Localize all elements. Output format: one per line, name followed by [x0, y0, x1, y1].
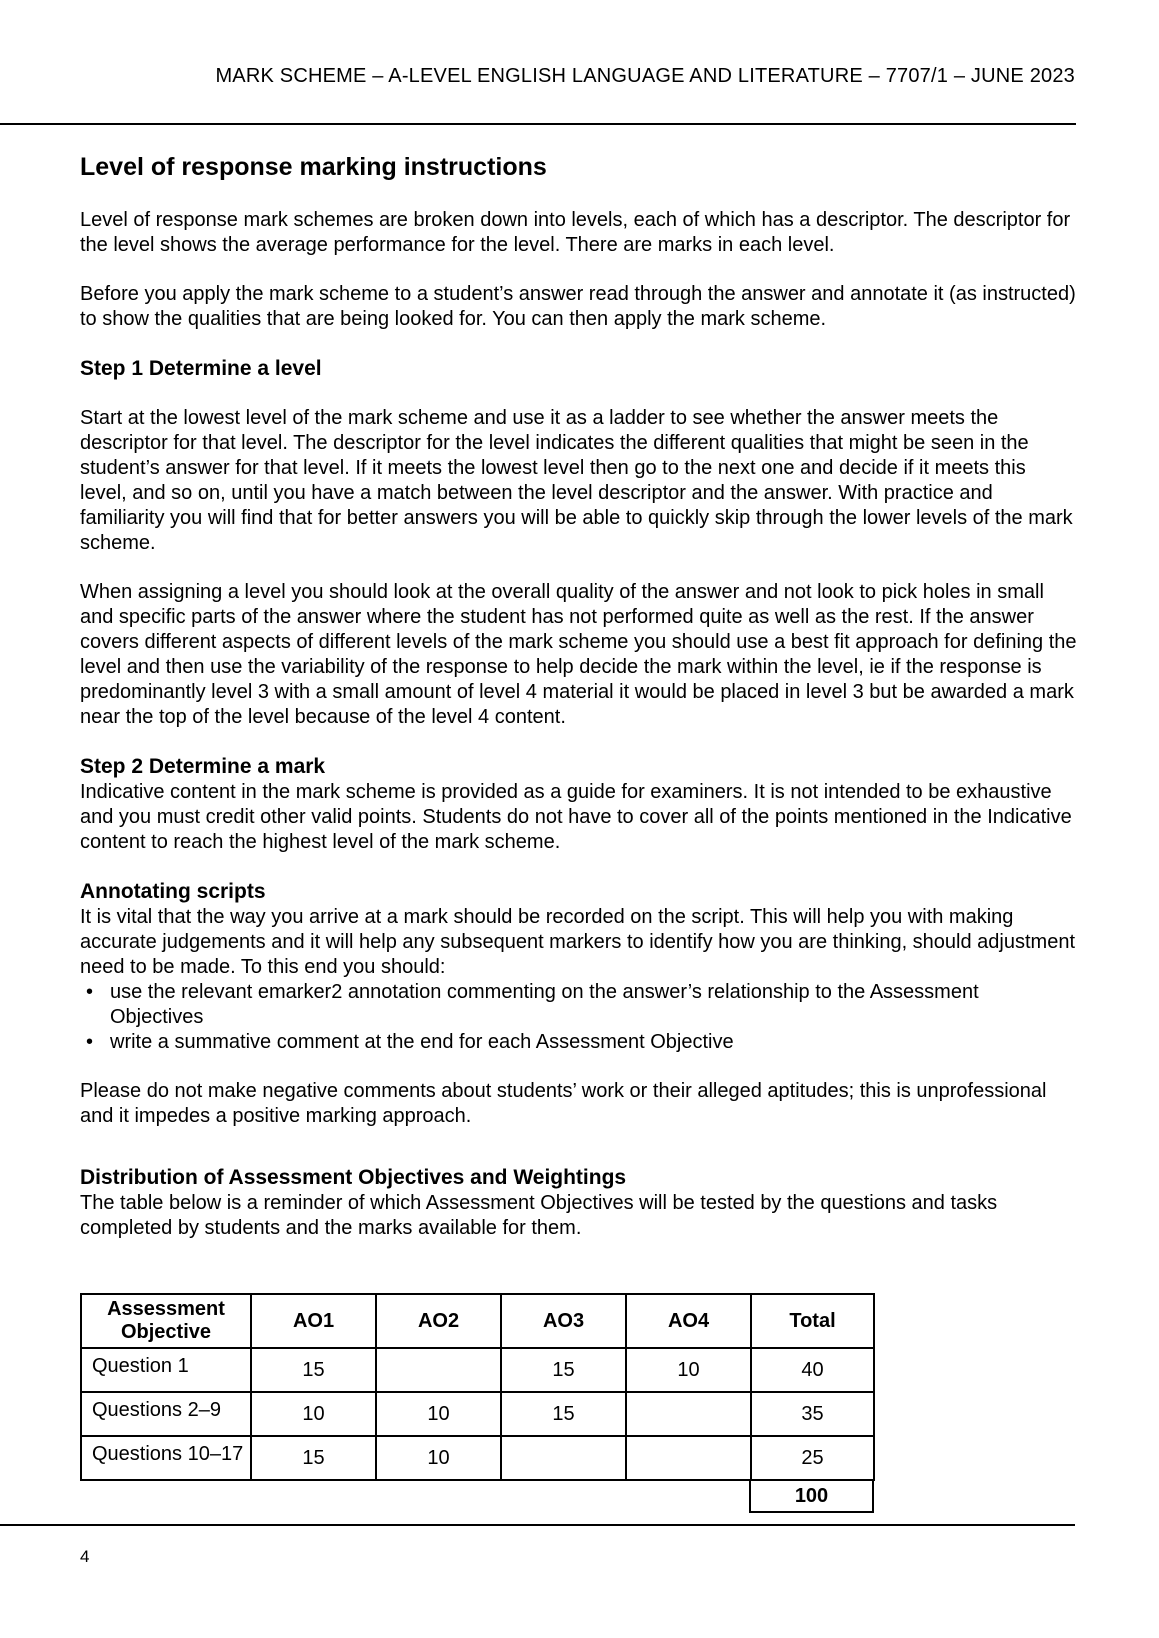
intro-paragraph-2: Before you apply the mark scheme to a student’s answer read through the answer and annotate it (as instructed) to show the qualities that are being looked for. You can then apply the mark scheme.	[80, 283, 1076, 330]
cell-total: 25	[751, 1436, 874, 1480]
cell-ao3	[501, 1436, 626, 1480]
table-row	[81, 1348, 874, 1392]
table-row	[81, 1392, 874, 1436]
row-label: Questions 10–17	[81, 1436, 251, 1480]
negative-comments-paragraph: Please do not make negative comments about students’ work or their alleged aptitudes; this is unprofessional and it impedes a positive marking approach.	[80, 1080, 1047, 1127]
cell-ao1: 15	[251, 1348, 376, 1392]
col-header-ao3: AO3	[501, 1294, 626, 1348]
cell-ao2: 10	[376, 1436, 501, 1480]
distribution-heading: Distribution of Assessment Objectives and Weightings	[80, 1166, 627, 1189]
step2-heading: Step 2 Determine a mark	[80, 755, 326, 778]
header-title: MARK SCHEME – A-LEVEL ENGLISH LANGUAGE AND LITERATURE – 7707/1 – JUNE 2023	[215, 65, 1075, 87]
step1-paragraph-2: When assigning a level you should look at the overall quality of the answer and not look to pick holes in small and specific parts of the answer where the student has not performed quite as well as the rest. If the answer covers different aspects of different levels of the mark scheme you should use a best fit approach for defining the level and then use the variability of the response to help decide the mark within the level, ie if the response is predominantly level 3 with a small amount of level 4 material it would be placed in level 3 but be awarded a mark near the top of the level because of the level 4 content.	[80, 581, 1077, 728]
cell-total: 40	[751, 1348, 874, 1392]
page-title: Level of response marking instructions	[80, 153, 547, 181]
grand-total-spacer	[80, 1481, 750, 1512]
page-number: 4	[80, 1547, 90, 1566]
ao-weightings-table	[80, 1293, 875, 1481]
cell-ao4	[626, 1392, 751, 1436]
grand-total-row	[80, 1481, 874, 1513]
row-label: Question 1	[81, 1348, 251, 1392]
page-content	[0, 153, 1159, 1513]
cell-ao1: 10	[251, 1392, 376, 1436]
step1-paragraph-1: Start at the lowest level of the mark scheme and use it as a ladder to see whether the answer meets the descriptor for that level. The descriptor for the level indicates the different qualities that might be seen in the student’s answer for that level. If it meets the lowest level then go to the next one and decide if it meets this level, and so on, until you have a match between the level descriptor and the answer. With practice and familiarity you will find that for better answers you will be able to quickly skip through the lower levels of the mark scheme.	[80, 407, 1073, 554]
cell-ao2: 10	[376, 1392, 501, 1436]
cell-ao4	[626, 1436, 751, 1480]
col-header-ao2: AO2	[376, 1294, 501, 1348]
cell-ao3: 15	[501, 1392, 626, 1436]
table-row	[81, 1436, 874, 1480]
col-header-total: Total	[751, 1294, 874, 1348]
col-header-assessment-objective: Assessment Objective	[81, 1294, 251, 1348]
col-header-ao1: AO1	[251, 1294, 376, 1348]
cell-ao4: 10	[626, 1348, 751, 1392]
row-label: Questions 2–9	[81, 1392, 251, 1436]
step1-heading: Step 1 Determine a level	[80, 357, 322, 380]
footer-rule	[0, 1524, 1075, 1526]
intro-paragraph-1: Level of response mark schemes are broken down into levels, each of which has a descriptor. The descriptor for the level shows the average performance for the level. There are marks in each level.	[80, 209, 1071, 256]
cell-total: 35	[751, 1392, 874, 1436]
cell-ao2	[376, 1348, 501, 1392]
annotating-bullet-list	[80, 980, 1077, 1055]
cell-ao3: 15	[501, 1348, 626, 1392]
bullet-item: • write a summative comment at the end for each Assessment Objective	[80, 1030, 1077, 1055]
table-header-row	[81, 1294, 874, 1348]
ao-weightings-table-wrap	[80, 1293, 1077, 1513]
annotating-scripts-heading: Annotating scripts	[80, 880, 266, 903]
running-header	[0, 0, 1159, 89]
grand-total-cell: 100	[750, 1481, 873, 1512]
step2-paragraph: Indicative content in the mark scheme is provided as a guide for examiners. It is not intended to be exhaustive and you must credit other valid points. Students do not have to cover all of the points mentioned in the Indicative content to reach the highest level of the mark scheme.	[80, 781, 1072, 853]
cell-ao1: 15	[251, 1436, 376, 1480]
distribution-paragraph: The table below is a reminder of which Assessment Objectives will be tested by the questions and tasks completed by students and the marks available for them.	[80, 1192, 998, 1239]
bullet-item: • use the relevant emarker2 annotation commenting on the answer’s relationship to the Assessment Objectives	[80, 980, 1077, 1030]
annotating-paragraph: It is vital that the way you arrive at a mark should be recorded on the script. This will help you with making accurate judgements and it will help any subsequent markers to identify how you are thinking, should adjustment need to be made. To this end you should:	[80, 906, 1076, 978]
table-row	[80, 1481, 873, 1512]
header-rule	[0, 123, 1076, 125]
col-header-ao4: AO4	[626, 1294, 751, 1348]
